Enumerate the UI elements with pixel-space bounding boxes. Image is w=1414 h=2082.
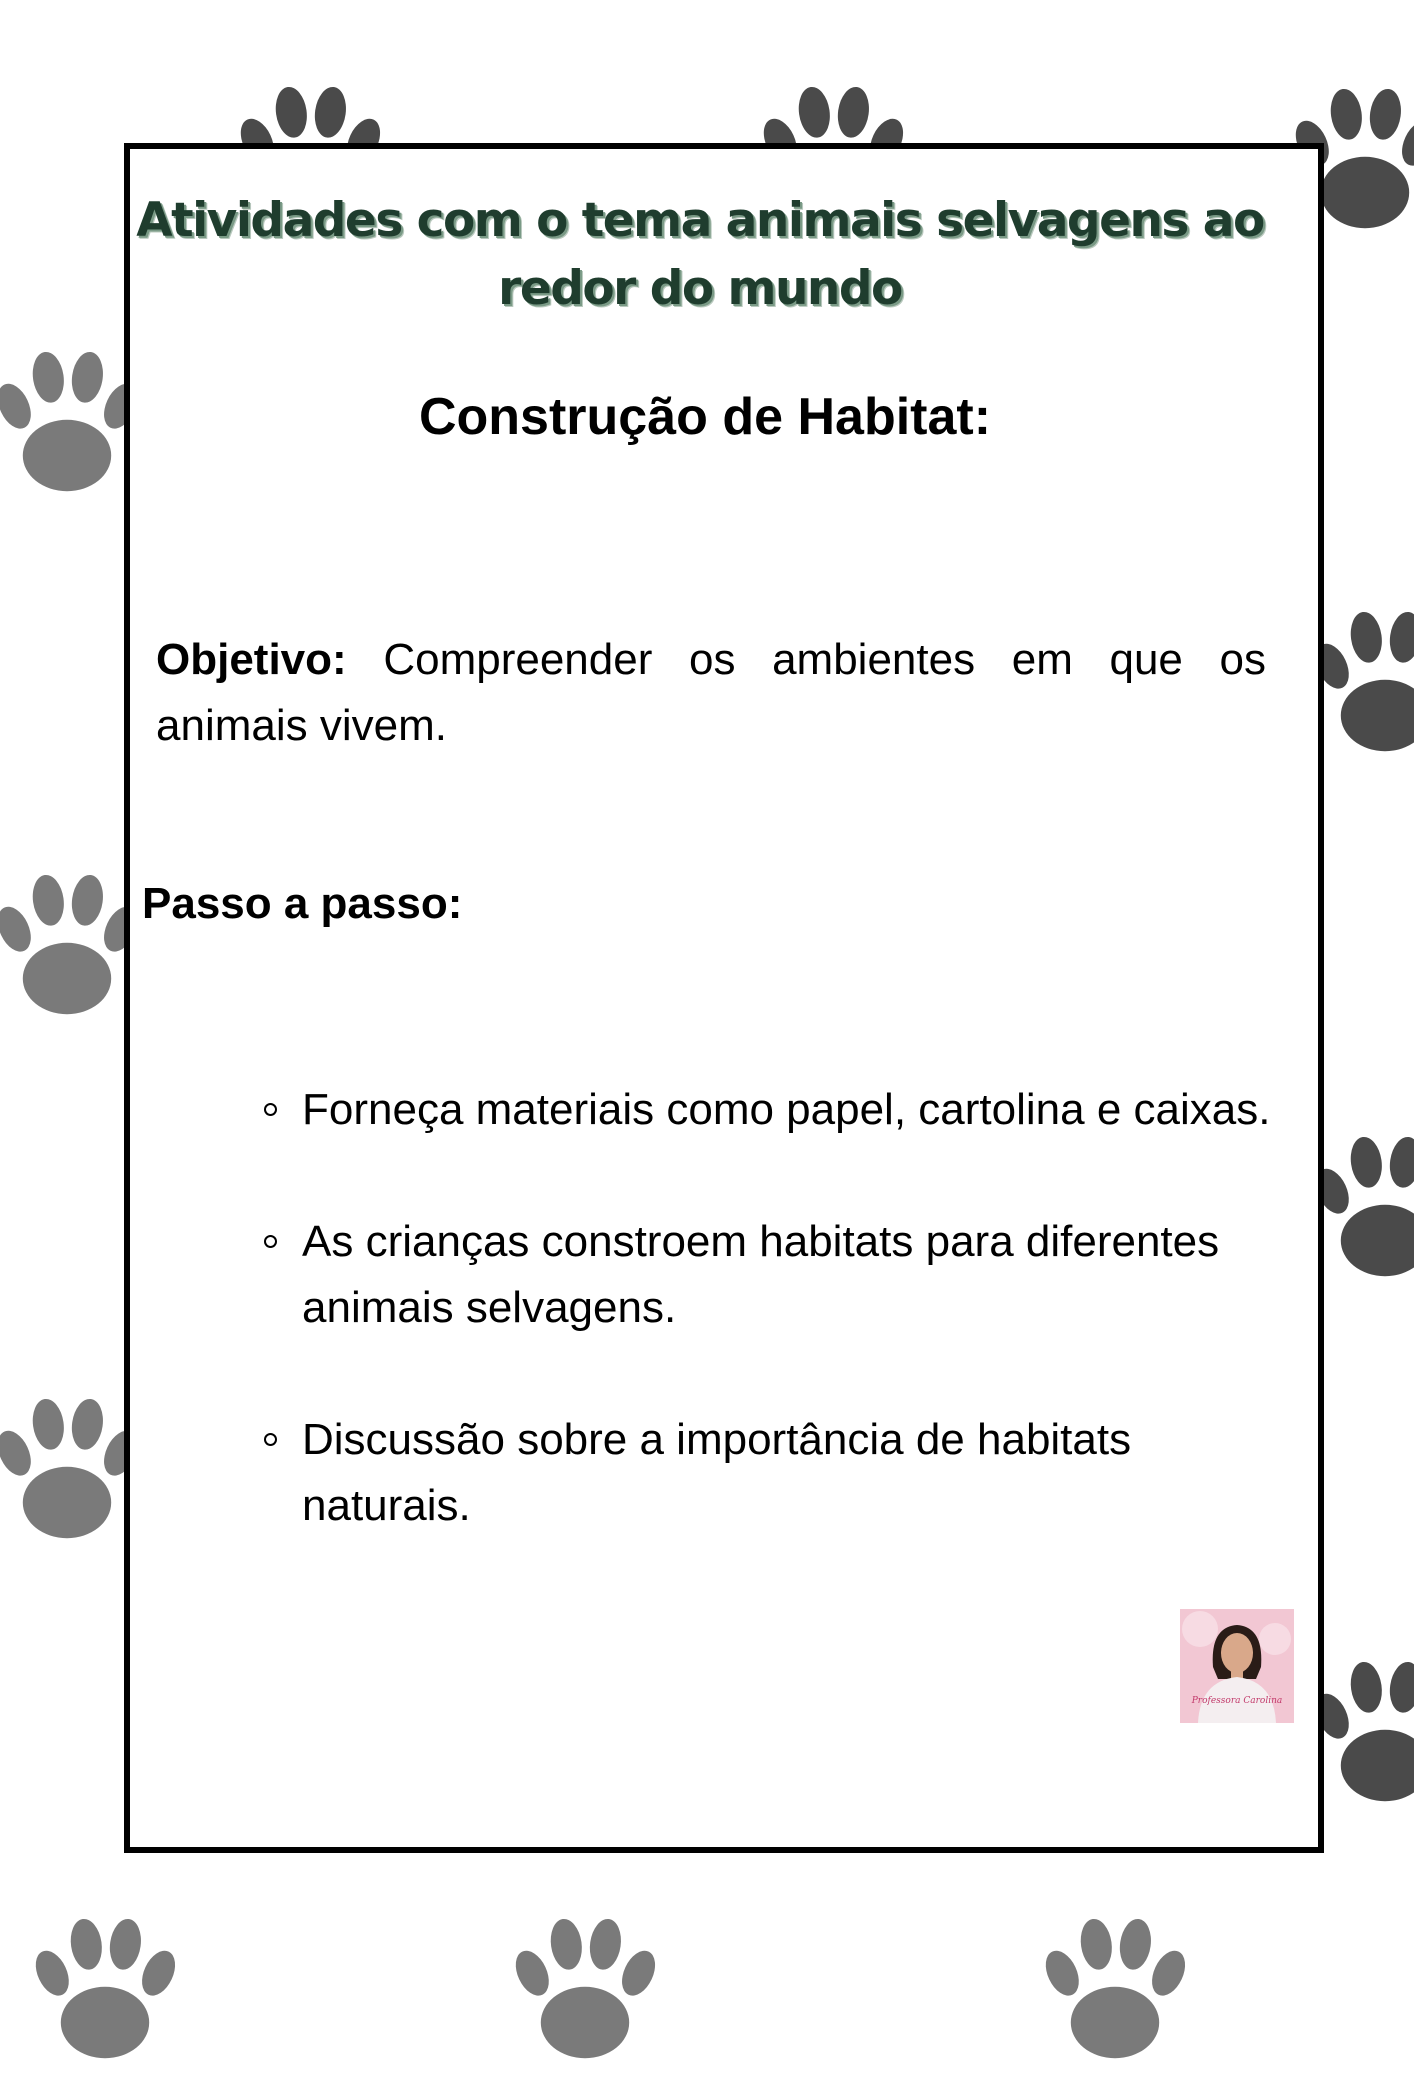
activity-card (124, 143, 1324, 1853)
step-text: As crianças constroem habitats para diferentes animais selvagens. (302, 1217, 1220, 1332)
activity-title: Construção de Habitat: (418, 388, 992, 446)
objective-text: Compreender os ambientes em que os animais vivem. (156, 635, 1266, 750)
circle-bullet-icon (264, 1235, 277, 1248)
paw-print-icon (20, 1912, 190, 2082)
list-item (264, 1209, 1304, 1341)
steps-heading: Passo a passo: (142, 879, 463, 928)
step-text: Discussão sobre a importância de habitats naturais. (302, 1415, 1132, 1530)
circle-bullet-icon (264, 1433, 277, 1446)
paw-print-icon (500, 1912, 670, 2082)
shirt-text: Professora Carolina (1191, 1696, 1283, 1706)
list-item (264, 1077, 1304, 1143)
page-title: Atividades com o tema animais selvagens ao redor do mundo (136, 193, 1264, 316)
circle-bullet-icon (264, 1103, 277, 1116)
step-text: Forneça materiais como papel, cartolina e caixas. (302, 1085, 1271, 1134)
paw-print-icon (1030, 1912, 1200, 2082)
steps-list (264, 1077, 1304, 1605)
objective-label: Objetivo: (156, 635, 347, 684)
objective-paragraph (156, 627, 1266, 759)
list-item (264, 1407, 1304, 1539)
author-photo (1180, 1609, 1294, 1723)
